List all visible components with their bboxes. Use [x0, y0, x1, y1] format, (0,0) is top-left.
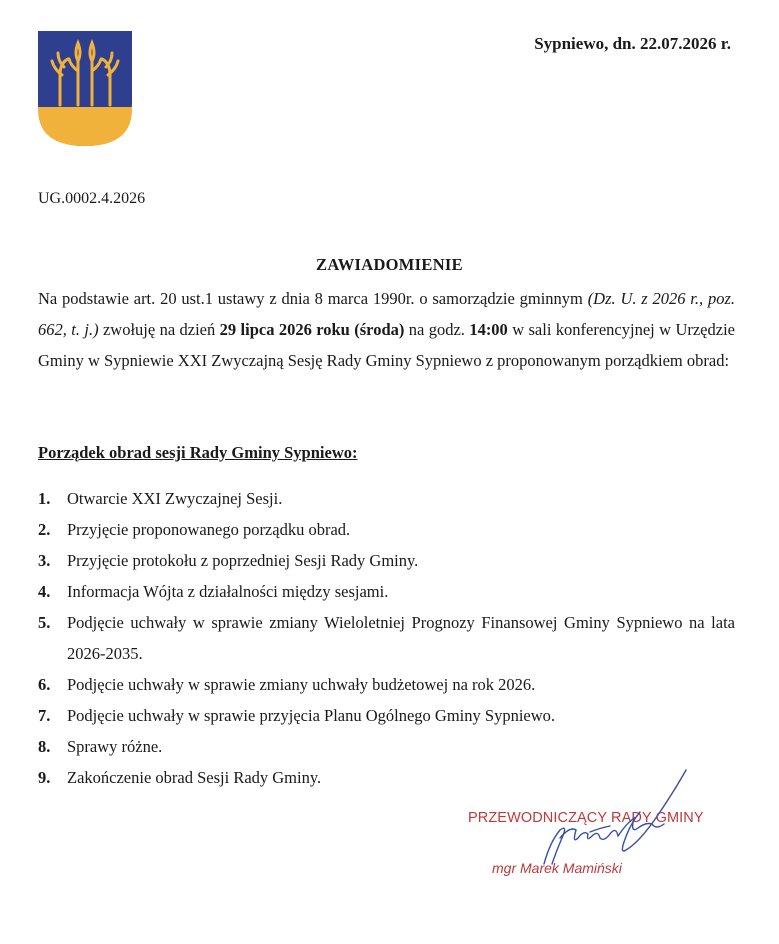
- agenda-item-text: Informacja Wójta z działalności między sesjami.: [67, 582, 389, 601]
- agenda-item-number: 9.: [38, 768, 51, 787]
- agenda-item-number: 8.: [38, 737, 51, 756]
- agenda-item-number: 1.: [38, 489, 51, 508]
- intro-text-2: zwołuję na dzień: [98, 320, 220, 339]
- stamp-name: mgr Marek Mamiński: [492, 860, 622, 876]
- intro-text-1: Na podstawie art. 20 ust.1 ustawy z dnia 8 marca 1990r. o samorządzie gminnym: [38, 289, 588, 308]
- agenda-item-text: Sprawy różne.: [67, 737, 163, 756]
- intro-paragraph: [38, 283, 735, 376]
- agenda-item-number: 2.: [38, 520, 51, 539]
- intro-text-4: w sali konferencyjnej w Urzędzie Gminy w Sypniewie XXI Zwyczajną Sesję Rady Gminy Sypniewo z proponowanym porządkiem obrad:: [38, 320, 735, 370]
- agenda-item-number: 3.: [38, 551, 51, 570]
- agenda-item: [38, 483, 735, 514]
- reference-number: UG.0002.4.2026: [38, 190, 146, 207]
- coat-of-arms-icon: [38, 31, 132, 146]
- agenda-item-text: Przyjęcie protokołu z poprzedniej Sesji Rady Gminy.: [67, 551, 419, 570]
- agenda-item-number: 6.: [38, 675, 51, 694]
- intro-text-3: na godz.: [404, 320, 470, 339]
- agenda-item: [38, 545, 735, 576]
- agenda-item: [38, 731, 735, 762]
- session-time: 14:00: [469, 320, 508, 339]
- agenda-item-text: Zakończenie obrad Sesji Rady Gminy.: [67, 768, 322, 787]
- legal-citation: (Dz. U. z 2026 r., poz. 662, t. j.): [38, 289, 735, 339]
- agenda-item-text: Podjęcie uchwały w sprawie zmiany uchwały budżetowej na rok 2026.: [67, 675, 536, 694]
- agenda-item-number: 4.: [38, 582, 51, 601]
- chairman-stamp: [440, 768, 740, 888]
- agenda-list: [38, 483, 735, 793]
- handwritten-signature: [440, 768, 740, 888]
- agenda-item: [38, 607, 735, 669]
- agenda-item: [38, 700, 735, 731]
- agenda-item-number: 5.: [38, 613, 51, 632]
- agenda-heading: Porządek obrad sesji Rady Gminy Sypniewo:: [38, 443, 358, 462]
- agenda-item: [38, 669, 735, 700]
- agenda-item-text: Otwarcie XXI Zwyczajnej Sesji.: [67, 489, 283, 508]
- stamp-title: PRZEWODNICZĄCY RADY GMINY: [468, 810, 704, 826]
- session-date: 29 lipca 2026 roku (środa): [219, 320, 405, 339]
- agenda-item-text: Podjęcie uchwały w sprawie zmiany Wieloletniej Prognozy Finansowej Gminy Sypniewo na lata 2026-2035.: [67, 613, 735, 663]
- agenda-item-text: Podjęcie uchwały w sprawie przyjęcia Planu Ogólnego Gminy Sypniewo.: [67, 706, 556, 725]
- document-title: ZAWIADOMIENIE: [316, 255, 463, 274]
- agenda-item: [38, 576, 735, 607]
- agenda-item-number: 7.: [38, 706, 51, 725]
- place-date: Sypniewo, dn. 22.07.2026 r.: [534, 34, 731, 53]
- agenda-item: [38, 514, 735, 545]
- agenda-item-text: Przyjęcie proponowanego porządku obrad.: [67, 520, 351, 539]
